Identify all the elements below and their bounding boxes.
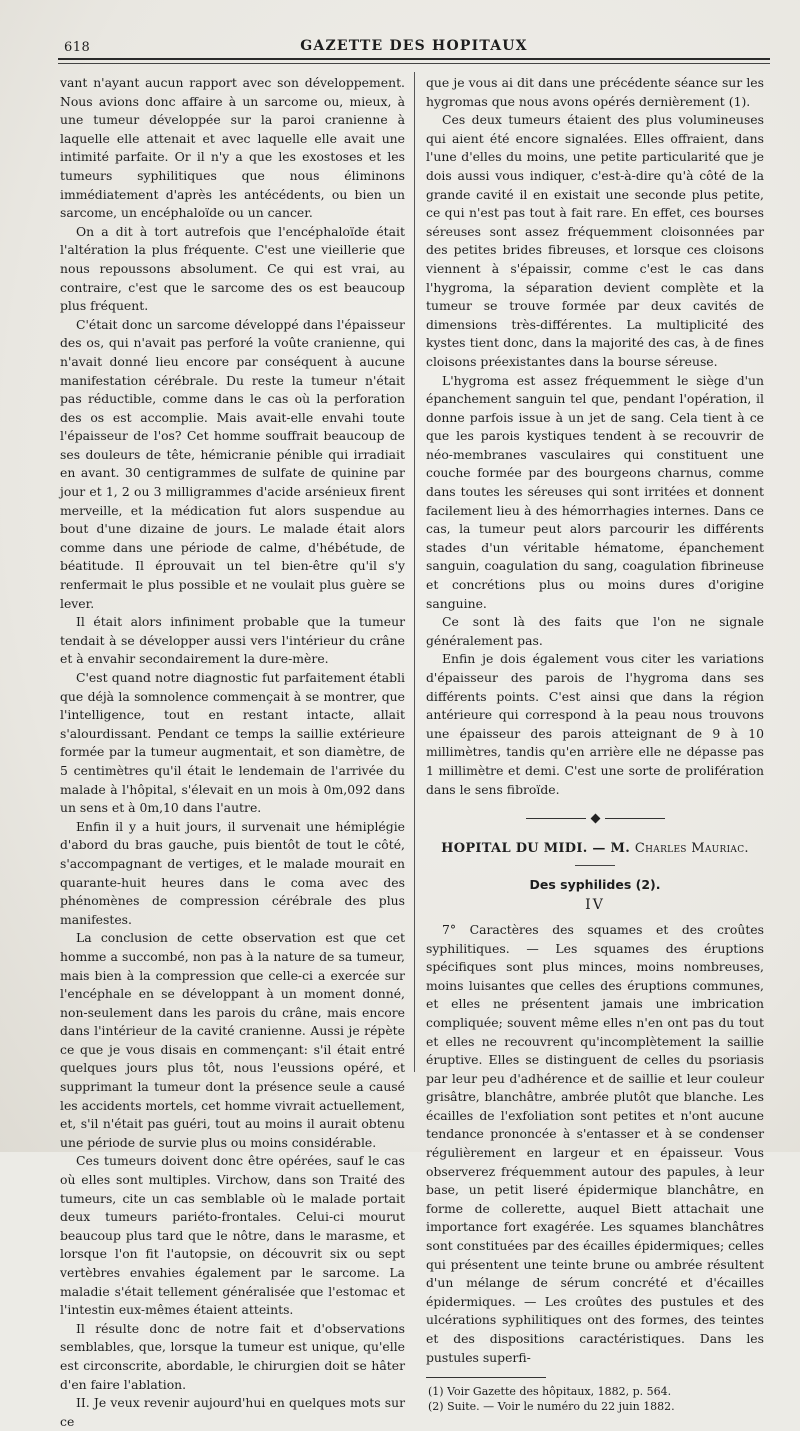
subsection-title: Des syphilides (2). xyxy=(529,876,661,892)
short-rule xyxy=(575,865,615,866)
paragraph: que je vous ai dit dans une précédente séance sur les hygromas que nous avons opérés dernièrement (1). xyxy=(426,75,764,109)
footnote: (2) Suite. — Voir le numéro du 22 juin 1882. xyxy=(428,1400,675,1414)
paragraph: Enfin il y a huit jours, il survenait une hémiplégie d'abord du bras gauche, puis bientôt de tout le côté, s'accompagnant de vertiges, et le malade mourait en quarante-huit heures dans le coma avec des phénomènes de compression cérébrale des plus manifestes. xyxy=(60,818,405,927)
section-author: Charles Mauriac. xyxy=(634,841,749,857)
page-header xyxy=(58,32,770,58)
header-rule xyxy=(58,58,770,60)
ornament-bar xyxy=(526,818,586,819)
paragraph: Il résulte donc de notre fait et d'observations semblables, que, lorsque la tumeur est unique, qu'elle est circonscrite, abordable, le chirurgien doit se hâter d'en faire l'ablation. xyxy=(60,1320,405,1392)
paragraph: On a dit à tort autrefois que l'encéphaloïde était l'altération la plus fréquente. C'est une vieillerie que nous repoussons absolument. Ce qui est vrai, au contraire, c'est que le sarcome des os est beaucoup plus fréquent. xyxy=(60,223,405,314)
footnote-rule xyxy=(426,1377,546,1378)
left-column xyxy=(60,74,405,1431)
section-heading: HOPITAL DU MIDI. — M. xyxy=(441,841,631,857)
paragraph: Il était alors infiniment probable que la tumeur tendait à se développer aussi vers l'intérieur du crâne et à envahir secondairement la dure-mère. xyxy=(60,614,405,667)
paragraph: C'est quand notre diagnostic fut parfaitement établi que déjà la somnolence commençait à se montrer, que l'intelligence, tout en restant intacte, allait s'alourdissant. Pendant ce temps la saillie extérieure formée par la tumeur augmentait, et son diamètre, de 5 centimètres qu'il était le lendemain de l'arrivée du malade à l'hôpital, s'élevait en un mois à 0m,092 dans un sens et à 0m,10 dans l'autre. xyxy=(60,670,405,816)
paragraph: 7° Caractères des squames et des croûtes syphilitiques. — Les squames des éruptions spécifiques sont plus minces, moins nombreuses, moins luisantes que celles des éruptions communes, et elles ne présentent jamais une imbrication compliquée; souvent même elles n'en ont pas du tout et elles ne recouvrent qu'incomplètement la saillie éruptive. Elles se distinguent de celles du psoriasis par leur peu d'adhérence et de saillie et leur couleur grisâtre, blanchâtre, ambrée plutôt que blanche. Les écailles de l'exfoliation sont petites et n'ont aucune tendance prononcée à s'entasser et à se condenser régulièrement en largeur et en épaisseur. Vous observerez fréquemment autour des papules, à leur base, un petit liseré épidermique blanchâtre, en forme de collerette, auquel Biett attachait une importance fort exagérée. Les squames blanchâtres sont constituées par des écailles épidermiques; celles qui présentent une teinte brune ou ambrée résultent d'un mélange de sérum concrété et d'écailles épidermiques. — Les croûtes des pustules et des ulcérations syphilitiques ont des formes, des teintes et des dispositions caractéristiques. Dans les pustules superfi- xyxy=(426,921,764,1365)
section-ornament xyxy=(426,815,764,822)
header-rule-thin xyxy=(58,63,770,64)
ornament-diamond xyxy=(590,814,600,824)
chapter-numeral: IV xyxy=(585,897,605,914)
paragraph: C'était donc un sarcome développé dans l'épaisseur des os, qui n'avait pas perforé la voûte cranienne, qui n'avait donné lieu encore par conséquent à aucune manifestation cérébrale. Du reste la tumeur n'était pas réductible, comme dans le cas où la perforation des os est accomplie. Mais avait-elle envahi toute l'épaisseur de l'os? Cet homme souffrait beaucoup de ses douleurs de tête, hémicranie pénible qui irradiait en avant. 30 centigrammes de sulfate de quinine par jour et 1, 2 ou 3 milligrammes d'acide arsénieux firent merveille, et la médication fut alors suspendue au bout d'une dizaine de jours. Le malade était alors comme dans une période de calme, d'hébétude, de béatitude. Il éprouvait un tel bien-être qu'il s'y renfermait le plus possible et ne voulait plus guère se lever. xyxy=(60,316,405,611)
page-number: 618 xyxy=(64,40,91,55)
paragraph: II. Je veux revenir aujourd'hui en quelques mots sur ce xyxy=(60,1395,405,1429)
right-column xyxy=(426,74,764,1414)
paragraph: vant n'ayant aucun rapport avec son développement. Nous avions donc affaire à un sarcome ou, mieux, à une tumeur développée sur la paroi cranienne à laquelle elle attenait et avec laquelle elle avait une intimité parfaite. Or il n'y a que les exostoses et les tumeurs syphilitiques que nous éliminons immédiatement d'après les antécédents, ou bien un sarcome, un encéphaloïde ou un cancer. xyxy=(60,75,405,221)
paragraph: Ce sont là des faits que l'on ne signale généralement pas. xyxy=(426,614,764,648)
section-title xyxy=(426,840,764,859)
column-divider xyxy=(414,72,415,1072)
running-title: GAZETTE DES HOPITAUX xyxy=(300,38,528,54)
paragraph: Ces tumeurs doivent donc être opérées, sauf le cas où elles sont multiples. Virchow, dans son Traité des tumeurs, cite un cas semblable où le malade portait deux tumeurs pariéto-frontales. Celui-ci mourut beaucoup plus tard que le nôtre, dans le marasme, et lorsque l'on fit l'autopsie, on découvrit six ou sept vertèbres envahies également par le sarcome. La maladie s'était tellement généralisée que l'estomac et l'intestin eux-mêmes étaient atteints. xyxy=(60,1153,405,1318)
paragraph: Enfin je dois également vous citer les variations d'épaisseur des parois de l'hygroma dans ses différents points. C'est ainsi que dans la région antérieure qui correspond à la peau nous trouvons une épaisseur des parois atteignant de 9 à 10 millimètres, tandis qu'en arrière elle ne dépasse pas 1 millimètre et demi. C'est une sorte de prolifération dans le sens fibroïde. xyxy=(426,651,764,797)
paragraph: La conclusion de cette observation est que cet homme a succombé, non pas à la nature de sa tumeur, mais bien à la compression que celle-ci a exercée sur l'encéphale en se développant à un moment donné, non-seulement dans les parois du crâne, mais encore dans l'intérieur de la cavité cranienne. Aussi je répète ce que je vous disais en commençant: s'il était entré quelques jours plus tôt, nous l'eussions opéré, et supprimant la tumeur dont la présence seule a causé les accidents mortels, cet homme vivrait actuellement, et, s'il n'était pas guéri, tout au moins il aurait obtenu une période de survie plus ou moins considérable. xyxy=(60,930,405,1150)
ornament-bar xyxy=(605,818,665,819)
footnote: (1) Voir Gazette des hôpitaux, 1882, p. 564. xyxy=(428,1385,672,1399)
paragraph: Ces deux tumeurs étaient des plus volumineuses qui aient été encore signalées. Elles offraient, dans l'une d'elles du moins, une petite particularité que je dois aussi vous indiquer, c'est-à-dire qu'à côté de la grande cavité il en existait une seconde plus petite, ce qui n'est pas tout à fait rare. En effet, ces bourses séreuses sont assez fréquemment cloisonnées par des petites brides fibreuses, et lorsque ces cloisons viennent à s'épaissir, comme c'est le cas dans l'hygroma, la séparation devient complète et la tumeur se trouve formée par deux cavités de dimensions très-différentes. La multiplicité des kystes tient donc, dans la majorité des cas, à de fines cloisons préexistantes dans la bourse séreuse. xyxy=(426,112,764,369)
paragraph: L'hygroma est assez fréquemment le siège d'un épanchement sanguin tel que, pendant l'opération, il donne parfois issue à un jet de sang. Cela tient à ce que les parois kystiques tendent à se recouvrir de néo-membranes vasculaires qui constituent une couche formée par des bourgeons charnus, comme dans toutes les séreuses qui sont irritées et donnent facilement lieu à des hémorrhagies internes. Dans ce cas, la tumeur peut alors parcourir les différents stades d'un véritable hématome, épanchement sanguin, coagulation du sang, coagulation fibrineuse et concrétions plus ou moins dures d'origine sanguine. xyxy=(426,372,764,611)
